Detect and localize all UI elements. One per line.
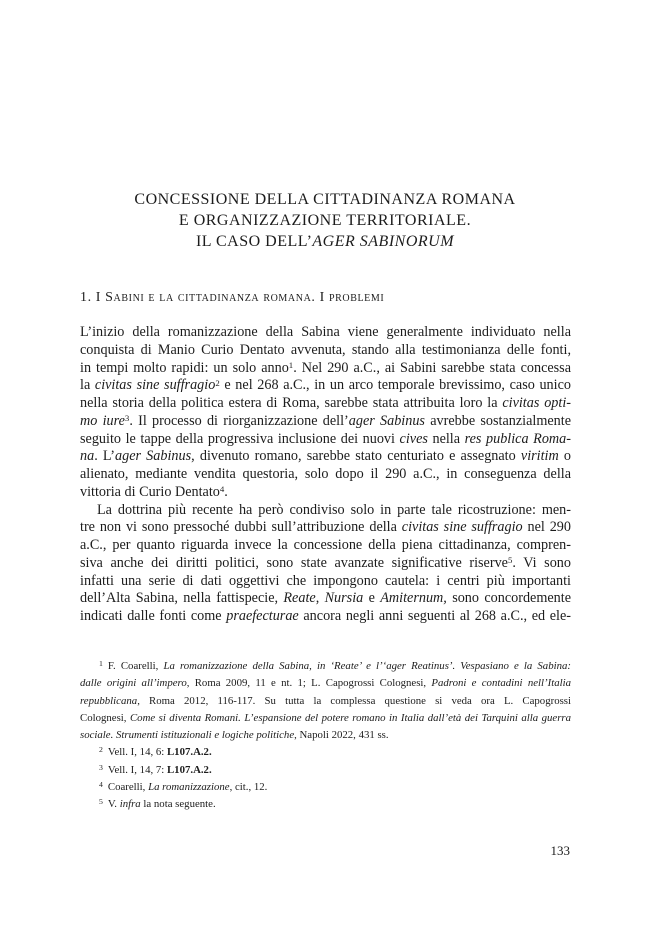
italic-text: civitas sine suffragio	[401, 519, 523, 536]
text-run: in tempi molto rapidi: un solo anno	[80, 359, 289, 376]
text-run: , Roma 2009, 11 e nt. 1; L. Capogrossi Colognesi,	[186, 677, 432, 690]
footnote-line	[80, 727, 571, 744]
text-run: indicati dalle fonti come	[80, 608, 227, 624]
text-run: Colognesi,	[80, 711, 130, 724]
text-line	[80, 324, 571, 342]
title-line-3-italic: AGER SABINORUM	[312, 233, 455, 250]
footnote	[80, 796, 571, 813]
text-line	[80, 377, 571, 395]
text-line	[80, 519, 571, 537]
text-line	[80, 555, 571, 573]
italic-text: Padroni e contadini nell’Italia	[431, 677, 571, 690]
italic-text: repubblicana	[80, 694, 138, 707]
footnote-number: 1	[99, 658, 103, 668]
footnote-reference: 1	[288, 359, 294, 370]
text-line	[80, 395, 571, 413]
text-run: Vell. I, 14, 7:	[107, 763, 167, 776]
footnote-line	[80, 675, 571, 692]
text-run: tre non vi sono pressoché dubbi sull’attribuzione della	[80, 519, 402, 536]
bold-text: L107.A.2.	[166, 746, 212, 759]
text-run: la	[80, 377, 95, 394]
text-line	[80, 413, 571, 431]
footnote-number: 5	[99, 797, 103, 807]
text-run: Vell. I, 14, 6:	[107, 746, 167, 759]
body-text	[80, 324, 571, 626]
italic-text: praefecturae	[226, 608, 299, 624]
text-run: nella storia della politica estera di Roma, sarebbe stata attribuita loro la	[80, 395, 503, 411]
italic-text: Reate	[283, 590, 316, 607]
bold-text: L107.A.2.	[166, 763, 212, 776]
chapter-title	[0, 189, 650, 252]
italic-text: mo iure	[80, 412, 125, 429]
text-line	[80, 342, 571, 360]
text-run: siva anche dei diritti politici, sono state avanzate significative riserve	[80, 554, 508, 571]
text-line	[80, 573, 571, 591]
footnote-line	[80, 693, 571, 710]
text-run: vittoria di Curio Dentato	[80, 483, 220, 500]
text-run: seguito le tappe della progressiva inclusione dei nuovi	[80, 430, 400, 447]
text-run: nella	[427, 430, 465, 447]
italic-text: na	[80, 448, 95, 465]
text-run: . Il processo di riorganizzazione dell’	[129, 412, 349, 429]
text-run: , divenuto romano, sarebbe stato centuriato e assegnato	[191, 448, 521, 465]
text-line	[80, 431, 571, 449]
italic-text: Amiternum,	[380, 590, 447, 607]
paragraph	[80, 324, 571, 502]
footnote-number: 4	[99, 779, 103, 789]
title-line-3	[0, 231, 650, 252]
text-run: a.C., per quanto riguarda invece la concessione della piena cittadinanza, compren-	[80, 537, 571, 553]
text-line	[80, 608, 571, 626]
footnote-number: 3	[99, 762, 103, 772]
footnote	[80, 779, 571, 796]
footnote-line	[80, 744, 571, 761]
text-run: . L’	[94, 448, 115, 465]
italic-text: ager Sabinus	[115, 448, 192, 465]
italic-text: Nursia	[324, 590, 364, 607]
italic-text: res publica Roma-	[464, 430, 571, 447]
text-run: .	[224, 483, 228, 500]
text-line	[80, 360, 571, 378]
italic-text: infra	[119, 798, 141, 811]
text-run: L’inizio della romanizzazione della Sabina viene generalmente individuato nella	[80, 324, 571, 340]
text-run: e	[363, 590, 381, 607]
text-run: . Vi sono	[512, 554, 571, 571]
italic-text: La romanizzazione della Sabina, in ‘Reate’ e l’‘ager Reatinus’. Vespasiano e la Sabina:	[163, 660, 571, 672]
footnote-reference: 5	[507, 555, 513, 566]
text-line	[80, 448, 571, 466]
text-run: V.	[107, 798, 120, 811]
footnote-line	[80, 779, 571, 796]
title-line-3-text: IL CASO DELL’	[195, 233, 313, 250]
text-run: ,	[315, 590, 325, 607]
text-line	[80, 590, 571, 608]
text-run: , Roma 2012, 116-117. Su tutta la complessa questione si veda ora L. Capogrossi	[137, 694, 571, 707]
text-run: e nel 268 a.C., in un arco temporale brevissimo, caso unico	[219, 377, 571, 394]
footnote	[80, 762, 571, 779]
footnote-line	[80, 796, 571, 813]
footnote-reference: 4	[219, 484, 225, 495]
italic-text: Come si diventa Romani. L’espansione del potere romano in Italia dall’età dei Tarquini alla guerra	[129, 711, 571, 724]
footnote-reference: 2	[215, 377, 220, 388]
paragraph	[80, 502, 571, 626]
text-run: la nota seguente.	[140, 798, 216, 811]
text-run: conquista di Manio Curio Dentato avvenuta, stando alla testimonianza delle fonti,	[80, 341, 571, 358]
italic-text: dalle origini all’impero	[80, 677, 187, 690]
text-run: sono concordemente	[446, 590, 571, 607]
text-line	[80, 466, 571, 484]
footnote-reference: 3	[124, 413, 130, 424]
italic-text: cives	[399, 430, 428, 447]
text-line	[80, 484, 571, 502]
text-run: dell’Alta Sabina, nella fattispecie,	[80, 590, 284, 607]
footnote-line	[80, 710, 571, 727]
text-run: . Nel 290 a.C., ai Sabini sarebbe stata concessa	[293, 359, 572, 376]
footnotes	[80, 658, 571, 814]
text-run: alienato, mediante vendita questoria, solo dopo il 290 a.C., in conseguenza della	[80, 466, 571, 482]
text-run: avrebbe sostanzialmente	[424, 412, 571, 429]
text-run: infatti una serie di dati oggettivi che impongono cautela: i centri più importanti	[80, 572, 571, 589]
text-line	[80, 502, 571, 520]
italic-text: civitas opti-	[502, 395, 571, 411]
title-line-1: CONCESSIONE DELLA CITTADINANZA ROMANA	[134, 191, 516, 208]
footnote-line	[80, 762, 571, 779]
text-run: , Napoli 2022, 431 ss.	[294, 729, 389, 742]
text-run: La dottrina più recente ha però condiviso solo in parte tale ricostruzione: men-	[97, 501, 571, 518]
footnote	[80, 658, 571, 744]
italic-text: viritim	[520, 448, 559, 465]
text-run: o	[558, 448, 572, 465]
section-heading: 1. I Sabini e la cittadinanza romana. I problemi	[80, 290, 385, 305]
text-line	[80, 537, 571, 555]
text-run: nel 290	[522, 519, 571, 536]
text-run: , cit., 12.	[229, 781, 268, 794]
footnote	[80, 744, 571, 761]
text-run: Coarelli,	[107, 781, 149, 794]
italic-text: sociale. Strumenti istituzionali e logiche politiche	[80, 729, 295, 742]
title-line-2: E ORGANIZZAZIONE TERRITORIALE.	[178, 212, 472, 229]
page-number: 133	[550, 843, 570, 858]
italic-text: La romanizzazione	[148, 781, 230, 794]
footnote-line	[80, 658, 571, 675]
footnote-number: 2	[99, 745, 103, 755]
italic-text: ager Sabinus	[348, 412, 425, 429]
italic-text: civitas sine suffragio	[94, 377, 216, 394]
text-run: F. Coarelli,	[107, 660, 164, 672]
text-run: ancora negli anni seguenti al 268 a.C., ed ele-	[298, 608, 572, 624]
